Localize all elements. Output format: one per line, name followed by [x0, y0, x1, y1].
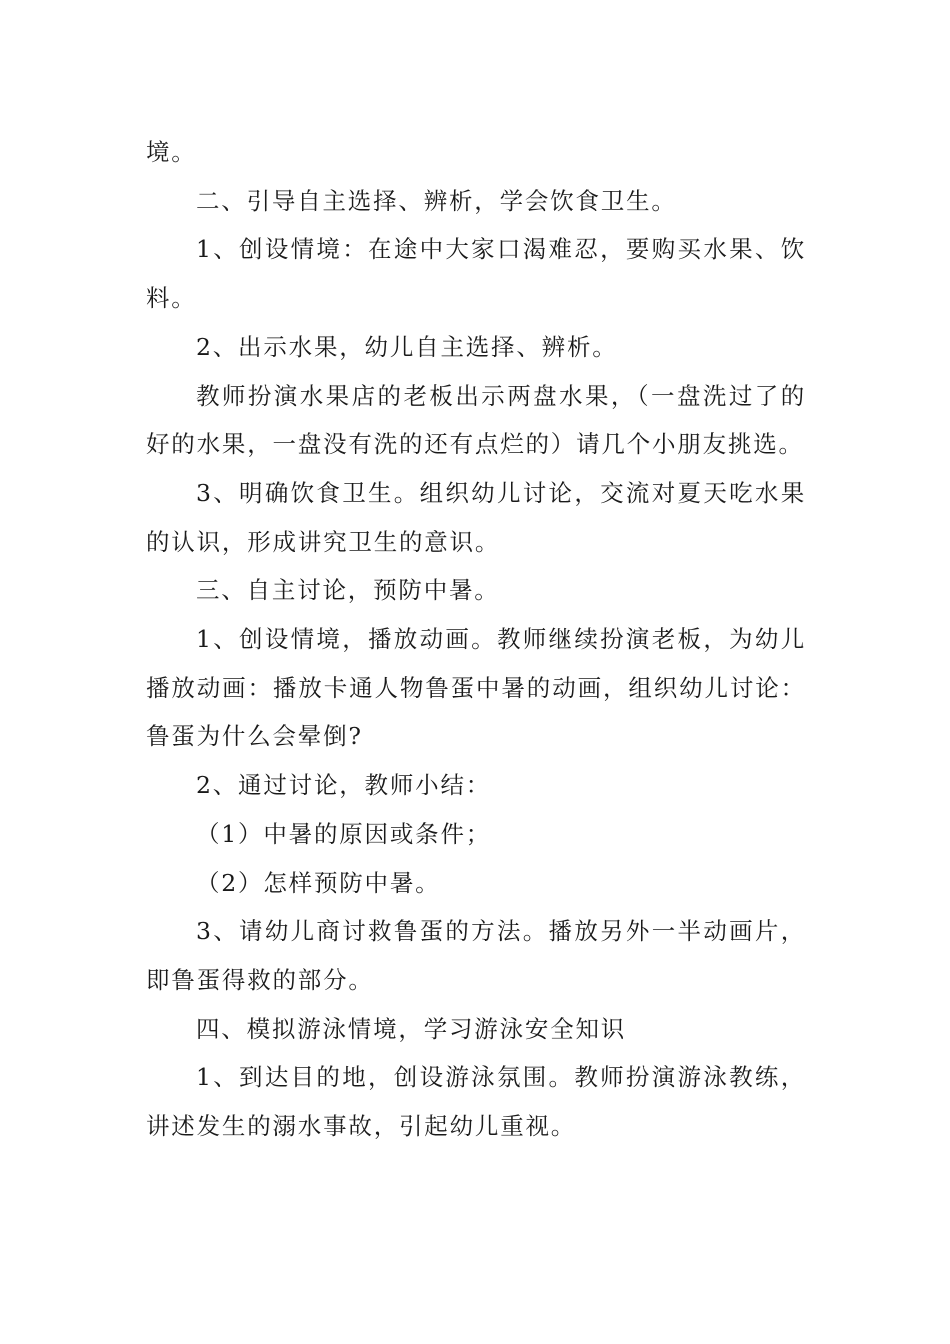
paragraph-body: 教师扮演水果店的老板出示两盘水果，（一盘洗过了的好的水果，一盘没有洗的还有点烂的）请几个小朋友挑选。: [146, 381, 806, 459]
paragraph-subitem: （2）怎样预防中暑。: [196, 868, 441, 897]
section-heading-four: 四、模拟游泳情境，学习游泳安全知识: [196, 1014, 627, 1043]
section-heading-three: 三、自主讨论，预防中暑。: [196, 576, 500, 605]
paragraph-item: 3、请幼儿商讨救鲁蛋的方法。播放另外一半动画片，即鲁蛋得救的部分。: [146, 917, 806, 994]
document-body: [146, 128, 806, 1151]
paragraph-item: 2、出示水果，幼儿自主选择、辨析。: [196, 332, 618, 361]
paragraph-item: 1、创设情境：在途中大家口渴难忍，要购买水果、饮料。: [146, 235, 806, 313]
paragraph-item: 3、明确饮食卫生。组织幼儿讨论，交流对夏天吃水果的认识，形成讲究卫生的意识。: [146, 478, 806, 556]
section-heading-two: 二、引导自主选择、辨析，学会饮食卫生。: [196, 186, 677, 215]
paragraph-continuation: 境。: [146, 138, 197, 166]
paragraph-item: 1、到达目的地，创设游泳氛围。教师扮演游泳教练，讲述发生的溺水事故，引起幼儿重视。: [146, 1063, 806, 1141]
paragraph-item: 2、通过讨论，教师小结：: [196, 771, 492, 800]
paragraph-subitem: （1）中暑的原因或条件；: [196, 819, 492, 848]
paragraph-item: 1、创设情境，播放动画。教师继续扮演老板，为幼儿播放动画：播放卡通人物鲁蛋中暑的动画，组织幼儿讨论：鲁蛋为什么会晕倒?: [146, 625, 806, 751]
